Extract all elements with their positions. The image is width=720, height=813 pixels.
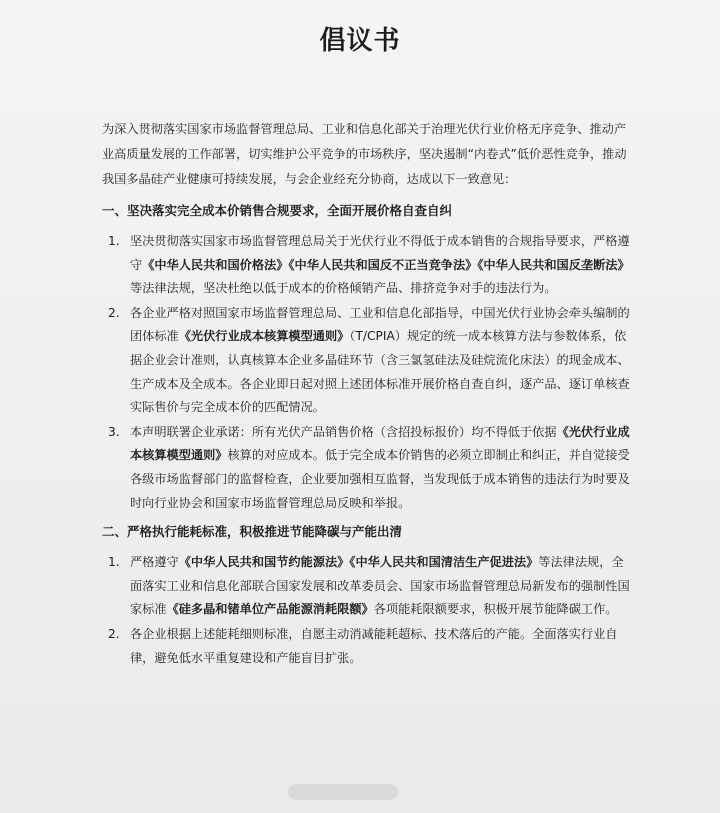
item-text-part: 各项能耗限额要求，积极开展节能降碳工作。 bbox=[373, 602, 618, 617]
standard-reference: 《光伏行业成本核算模型通则》 bbox=[130, 424, 630, 463]
item-text-part: 核算的对应成本。低于完全成本价销售的必须立即制止和纠正，并自觉接受各级市场监督部门的监督检查，企业要加强相互监督，当发现低于成本销售的违法行为时要及时向行业协会和国家市场监督管理总局反映和举报。 bbox=[130, 448, 630, 510]
section-1-item-3 bbox=[102, 421, 630, 515]
section-1-item-1 bbox=[102, 230, 630, 301]
document-body bbox=[102, 117, 630, 671]
section-2-heading: 二、严格执行能耗标准，积极推进节能降碳与产能出清 bbox=[102, 524, 403, 540]
item-number: 1. bbox=[108, 555, 120, 570]
item-text-part: 严格遵守 bbox=[130, 555, 179, 570]
item-text bbox=[130, 302, 630, 420]
item-text-part: 等法律法规，坚决杜绝以低于成本的价格倾销产品、排挤竞争对手的违法行为。 bbox=[130, 281, 557, 296]
item-text-part: 各企业严格对照国家市场监督管理总局、工业和信息化部指导，中国光伏行业协会牵头编制的团体标准 bbox=[130, 305, 630, 344]
blurred-watermark bbox=[288, 784, 398, 800]
item-text-part: 坚决贯彻落实国家市场监督管理总局关于光伏行业不得低于成本销售的合规指导要求，严格遵守 bbox=[130, 234, 630, 272]
item-number: 2. bbox=[108, 305, 120, 320]
item-text-part: （T/CPIA）规定的统一成本核算方法与参数体系，依据企业会计准则，认真核算本企业多晶硅环节（含三氯氢硅法及硅烷流化床法）的现金成本、生产成本及全成本。各企业即日起对照上述团体标准开展价格自查自纠，逐产品、逐订单核查实际售价与完全成本价的匹配情况。 bbox=[130, 329, 630, 415]
item-text bbox=[130, 230, 630, 301]
item-text-part: 本声明联署企业承诺：所有光伏产品销售价格（含招投标报价）均不得低于依据 bbox=[130, 424, 557, 439]
section-2-item-2 bbox=[102, 623, 630, 670]
item-text bbox=[130, 421, 630, 515]
standard-reference: 《硅多晶和锗单位产品能源消耗限额》 bbox=[166, 602, 374, 617]
law-reference: 《中华人民共和国价格法》《中华人民共和国反不正当竞争法》《中华人民共和国反垄断法》 bbox=[142, 257, 630, 272]
item-number: 2. bbox=[108, 626, 120, 641]
item-text-part: 等法律法规，全面落实工业和信息化部联合国家发展和改革委员会、国家市场监督管理总局新发布的强制性国家标准 bbox=[130, 555, 630, 617]
item-text bbox=[130, 551, 630, 622]
item-text bbox=[130, 623, 630, 670]
intro-paragraph: 为深入贯彻落实国家市场监督管理总局、工业和信息化部关于治理光伏行业价格无序竞争、推动产业高质量发展的工作部署，切实维护公平竞争的市场秩序，坚决遏制“内卷式”低价恶性竞争，推动我国多晶硅产业健康可持续发展，与会企业经充分协商，达成以下一致意见： bbox=[102, 122, 627, 186]
document-title: 倡议书 bbox=[319, 26, 401, 56]
item-number: 1. bbox=[108, 234, 120, 248]
section-2-item-1 bbox=[102, 551, 630, 622]
standard-reference: 《光伏行业成本核算模型通则》 bbox=[178, 329, 350, 344]
law-reference: 《中华人民共和国节约能源法》《中华人民共和国清洁生产促进法》 bbox=[178, 555, 539, 570]
section-1-heading: 一、坚决落实完全成本价销售合规要求，全面开展价格自查自纠 bbox=[102, 203, 453, 218]
item-text-part: 各企业根据上述能耗细则标准，自愿主动消减能耗超标、技术落后的产能。全面落实行业自律，避免低水平重复建设和产能盲目扩张。 bbox=[130, 626, 618, 665]
section-1-item-2 bbox=[102, 302, 630, 420]
item-number: 3. bbox=[108, 424, 120, 439]
